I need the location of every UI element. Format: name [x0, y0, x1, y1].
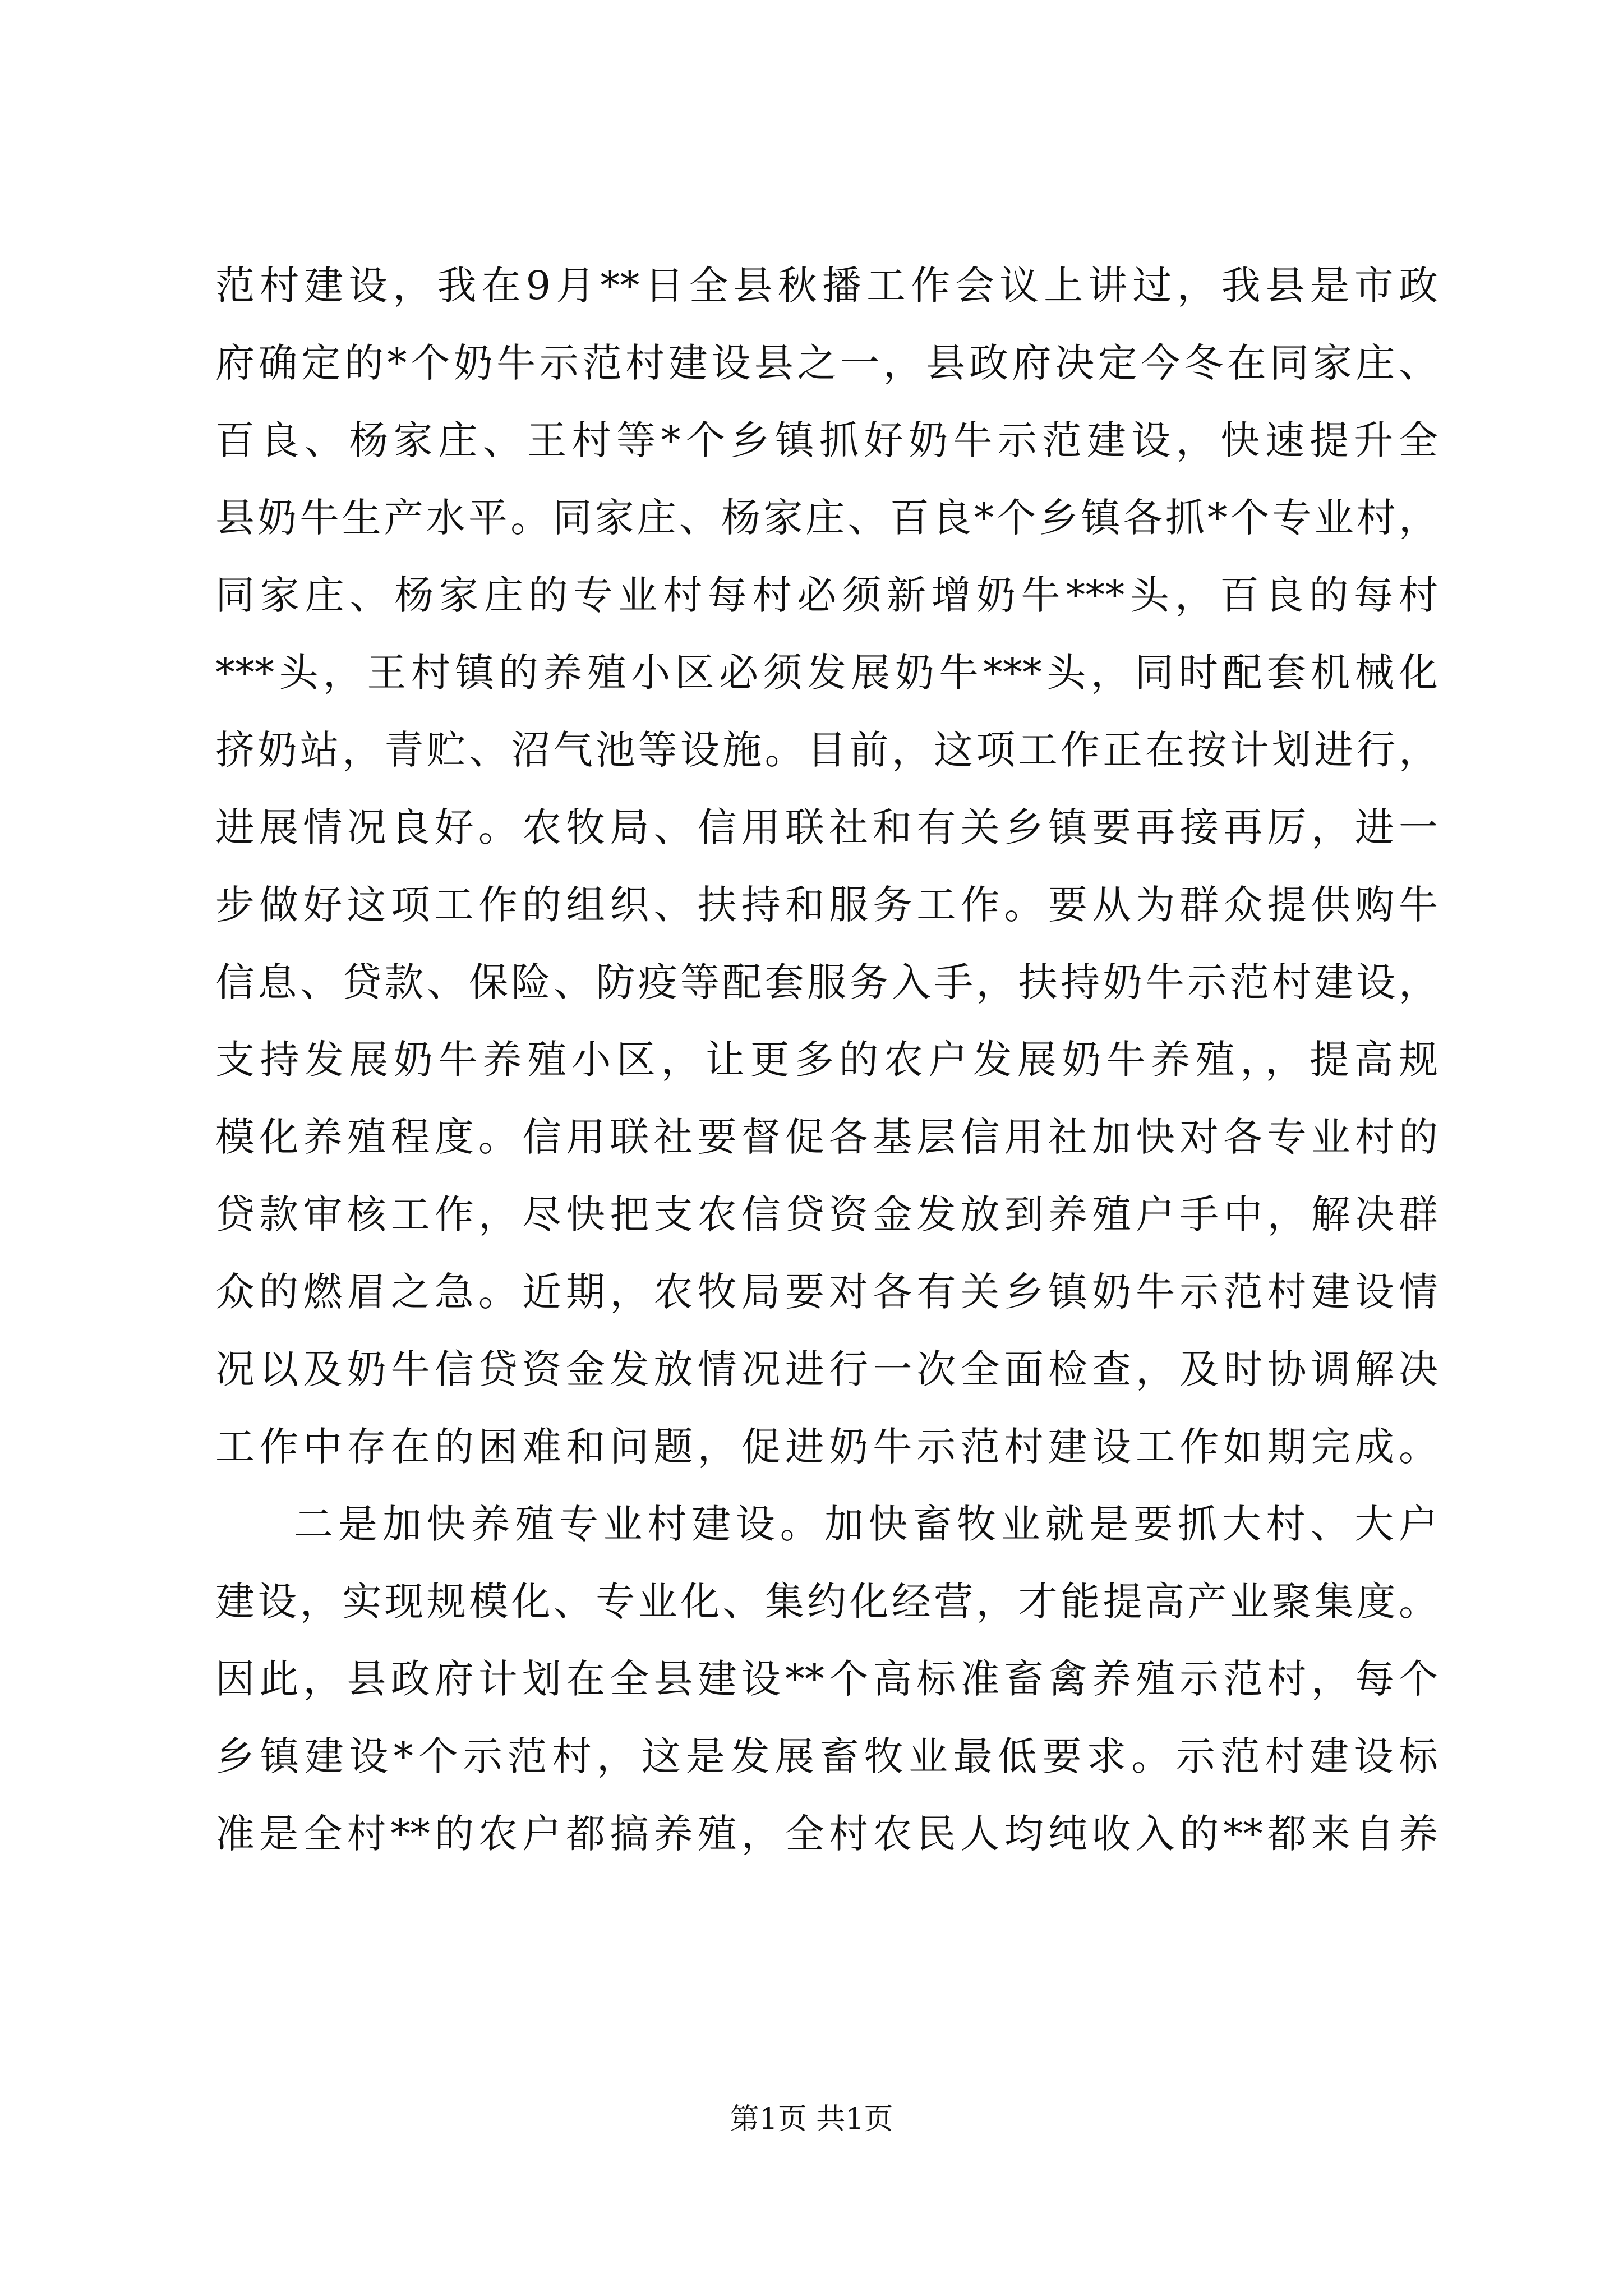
text-line: 乡镇建设*个示范村，这是发展畜牧业最低要求。示范村建设标: [215, 1733, 1438, 1779]
text-line: 范村建设，我在9月**日全县秋播工作会议上讲过，我县是市政: [215, 263, 1438, 309]
text-line: 进展情况良好。农牧局、信用联社和有关乡镇要再接再厉，进一: [215, 804, 1438, 850]
text-line: 况以及奶牛信贷资金发放情况进行一次全面检查，及时协调解决: [215, 1346, 1438, 1392]
text-line: 因此，县政府计划在全县建设**个高标准畜禽养殖示范村，每个: [215, 1656, 1438, 1702]
text-line: 准是全村**的农户都搞养殖，全村农民人均纯收入的**都来自养: [215, 1811, 1438, 1857]
text-line: ***头，王村镇的养殖小区必须发展奶牛***头，同时配套机械化: [215, 650, 1438, 696]
paragraph-start-line: 二是加快养殖专业村建设。加快畜牧业就是要抓大村、大户: [294, 1501, 1438, 1547]
text-line: 同家庄、杨家庄的专业村每村必须新增奶牛***头，百良的每村: [215, 572, 1438, 618]
page-footer: 第1页 共1页: [730, 2102, 893, 2136]
text-line: 众的燃眉之急。近期，农牧局要对各有关乡镇奶牛示范村建设情: [215, 1269, 1438, 1315]
text-line: 工作中存在的困难和问题，促进奶牛示范村建设工作如期完成。: [215, 1424, 1438, 1470]
text-line: 信息、贷款、保险、防疫等配套服务入手，扶持奶牛示范村建设，: [215, 959, 1438, 1005]
text-line: 府确定的*个奶牛示范村建设县之一，县政府决定今冬在同家庄、: [215, 340, 1438, 386]
text-line: 县奶牛生产水平。同家庄、杨家庄、百良*个乡镇各抓*个专业村，: [215, 495, 1438, 541]
text-line: 建设，实现规模化、专业化、集约化经营，才能提高产业聚集度。: [215, 1579, 1438, 1625]
document-body: [215, 247, 1438, 1872]
text-line: 支持发展奶牛养殖小区，让更多的农户发展奶牛养殖，，提高规: [215, 1037, 1438, 1083]
text-line: 步做好这项工作的组织、扶持和服务工作。要从为群众提供购牛: [215, 882, 1438, 928]
text-line: 模化养殖程度。信用联社要督促各基层信用社加快对各专业村的: [215, 1114, 1438, 1160]
text-line: 挤奶站，青贮、沼气池等设施。目前，这项工作正在按计划进行，: [215, 727, 1438, 773]
text-line: 百良、杨家庄、王村等*个乡镇抓好奶牛示范建设，快速提升全: [215, 417, 1438, 463]
text-line: 贷款审核工作，尽快把支农信贷资金发放到养殖户手中，解决群: [215, 1191, 1438, 1237]
